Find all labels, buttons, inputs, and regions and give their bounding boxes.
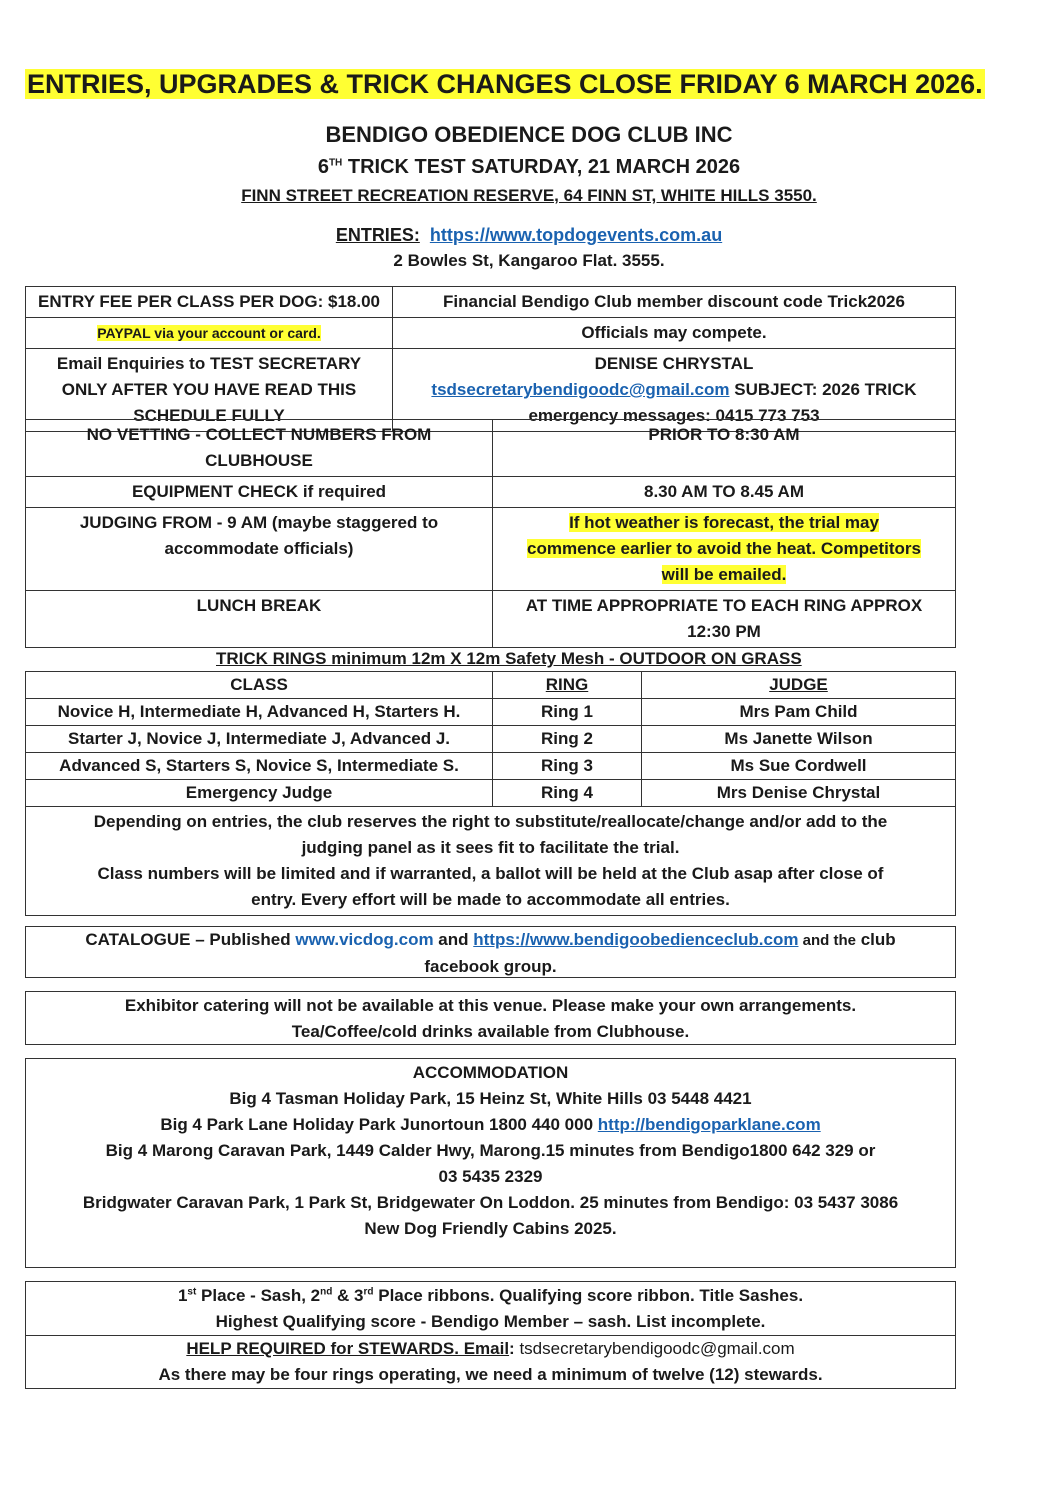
table-row — [26, 726, 956, 753]
discount-code: Financial Bendigo Club member discount code Trick2026 — [393, 287, 956, 318]
club-name: BENDIGO OBEDIENCE DOG CLUB INC — [325, 122, 733, 147]
venue: FINN STREET RECREATION RESERVE, 64 FINN ST, WHITE HILLS 3550. — [241, 186, 817, 205]
accommodation-title: ACCOMMODATION — [412, 1063, 569, 1082]
awards-line: 1st Place - Sash, 2nd & 3rd Place ribbons. Qualifying score ribbon. Title Sashes. — [177, 1286, 804, 1305]
lunch-break: LUNCH BREAK — [26, 591, 493, 648]
closing-banner: ENTRIES, UPGRADES & TRICK CHANGES CLOSE FRIDAY 6 MARCH 2026. — [27, 69, 983, 99]
judging-from: JUDGING FROM - 9 AM (maybe staggered to accommodate officials) — [26, 508, 493, 591]
test-title: 6TH TRICK TEST SATURDAY, 21 MARCH 2026 — [317, 156, 741, 178]
ring-cell: Ring 3 — [493, 753, 642, 780]
parklane-link[interactable]: http://bendigoparklane.com — [597, 1115, 821, 1134]
enquiries-cell: Email Enquiries to TEST SECRETARY ONLY AFTER YOU HAVE READ THIS SCHEDULE FULLY — [26, 349, 393, 432]
times-table — [25, 419, 956, 648]
ring-cell: Ring 2 — [493, 726, 642, 753]
vicdog-link[interactable]: www.vicdog.com — [295, 930, 434, 949]
rings-note: Depending on entries, the club reserves the right to substitute/reallocate/change and/or add to the judging panel as it sees fit to facilitate the trial. Class numbers will be limited and if warranted, a ballot will be held at the Club asap after close of entry. Every effort will be made to accommodate all entries. — [26, 807, 956, 916]
help-email: tsdsecretarybendigoodc@gmail.com — [519, 1339, 795, 1358]
rings-title: TRICK RINGS minimum 12m X 12m Safety Mesh - OUTDOOR ON GRASS — [216, 649, 802, 668]
col-judge-header: JUDGE — [642, 672, 956, 699]
help-line: HELP REQUIRED for STEWARDS. Email: tsdsecretarybendigoodc@gmail.com — [26, 1335, 955, 1362]
table-row — [26, 699, 956, 726]
class-cell: Emergency Judge — [26, 780, 493, 807]
class-cell: Novice H, Intermediate H, Advanced H, Starters H. — [26, 699, 493, 726]
fee-table — [25, 286, 956, 432]
entries-address: 2 Bowles St, Kangaroo Flat. 3555. — [393, 251, 665, 270]
col-ring-header: RING — [493, 672, 642, 699]
officials-compete: Officials may compete. — [393, 318, 956, 349]
rings-header-row — [26, 672, 956, 699]
entry-fee: ENTRY FEE PER CLASS PER DOG: $18.00 — [26, 287, 393, 318]
entries-line: ENTRIES: https://www.topdogevents.com.au — [335, 225, 723, 245]
secretary-email-link[interactable]: tsdsecretarybendigoodc@gmail.com — [431, 380, 730, 399]
vetting: NO VETTING - COLLECT NUMBERS FROM CLUBHOUSE — [26, 420, 493, 477]
entries-link[interactable]: https://www.topdogevents.com.au — [429, 225, 723, 245]
catering-box: Exhibitor catering will not be available at this venue. Please make your own arrangements. Tea/Coffee/cold drinks available from Clubhouse. — [25, 991, 956, 1045]
ring-cell: Ring 1 — [493, 699, 642, 726]
accommodation-box: ACCOMMODATION Big 4 Tasman Holiday Park, 15 Heinz St, White Hills 03 5448 4421 Big 4 Park Lane Holiday Park Junortoun 1800 440 000 http://bendigoparklane.com Big 4 Marong Caravan Park, 1449 Calder Hwy, Marong.15 minutes from Bendigo1800 642 329 or 03 5435 2329 Bridgwater Caravan Park, 1 Park St, Bridgewater On Loddon. 25 minutes from Bendigo: 03 5437 3086 New Dog Friendly Cabins 2025. — [25, 1058, 956, 1268]
class-cell: Starter J, Novice J, Intermediate J, Advanced J. — [26, 726, 493, 753]
col-class-header: CLASS — [26, 672, 493, 699]
secretary-cell: DENISE CHRYSTAL tsdsecretarybendigoodc@gmail.com SUBJECT: 2026 TRICK emergency messages: 0415 773 753 — [393, 349, 956, 432]
judge-cell: Ms Janette Wilson — [642, 726, 956, 753]
equipment-time: 8.30 AM TO 8.45 AM — [493, 477, 956, 508]
class-cell: Advanced S, Starters S, Novice S, Intermediate S. — [26, 753, 493, 780]
lunch-time: AT TIME APPROPRIATE TO EACH RING APPROX 12:30 PM — [493, 591, 956, 648]
judge-cell: Mrs Pam Child — [642, 699, 956, 726]
catalogue-line: CATALOGUE – Published www.vicdog.com and https://www.bendigoobedienceclub.com and the club — [85, 930, 896, 949]
rings-table — [25, 671, 956, 916]
ring-cell: Ring 4 — [493, 780, 642, 807]
judge-cell: Mrs Denise Chrystal — [642, 780, 956, 807]
catalogue-box: CATALOGUE – Published www.vicdog.com and https://www.bendigoobedienceclub.com and the club facebook group. — [25, 926, 956, 978]
paypal-cell: PAYPAL via your account or card. — [26, 318, 393, 349]
equipment-check: EQUIPMENT CHECK if required — [26, 477, 493, 508]
hot-weather-note: If hot weather is forecast, the trial may commence earlier to avoid the heat. Competitors will be emailed. — [493, 508, 956, 591]
club-website-link[interactable]: https://www.bendigoobedienceclub.com — [473, 930, 799, 949]
awards-box: 1st Place - Sash, 2nd & 3rd Place ribbons. Qualifying score ribbon. Title Sashes. Highest Qualifying score - Bendigo Member – sash. List incomplete. HELP REQUIRED for STEWARDS. Email: tsdsecretarybendigoodc@gmail.com As there may be four rings operating, we need a minimum of twelve (12) stewards. — [25, 1281, 956, 1389]
table-row — [26, 780, 956, 807]
table-row — [26, 753, 956, 780]
vetting-time: PRIOR TO 8:30 AM — [493, 420, 956, 477]
judge-cell: Ms Sue Cordwell — [642, 753, 956, 780]
